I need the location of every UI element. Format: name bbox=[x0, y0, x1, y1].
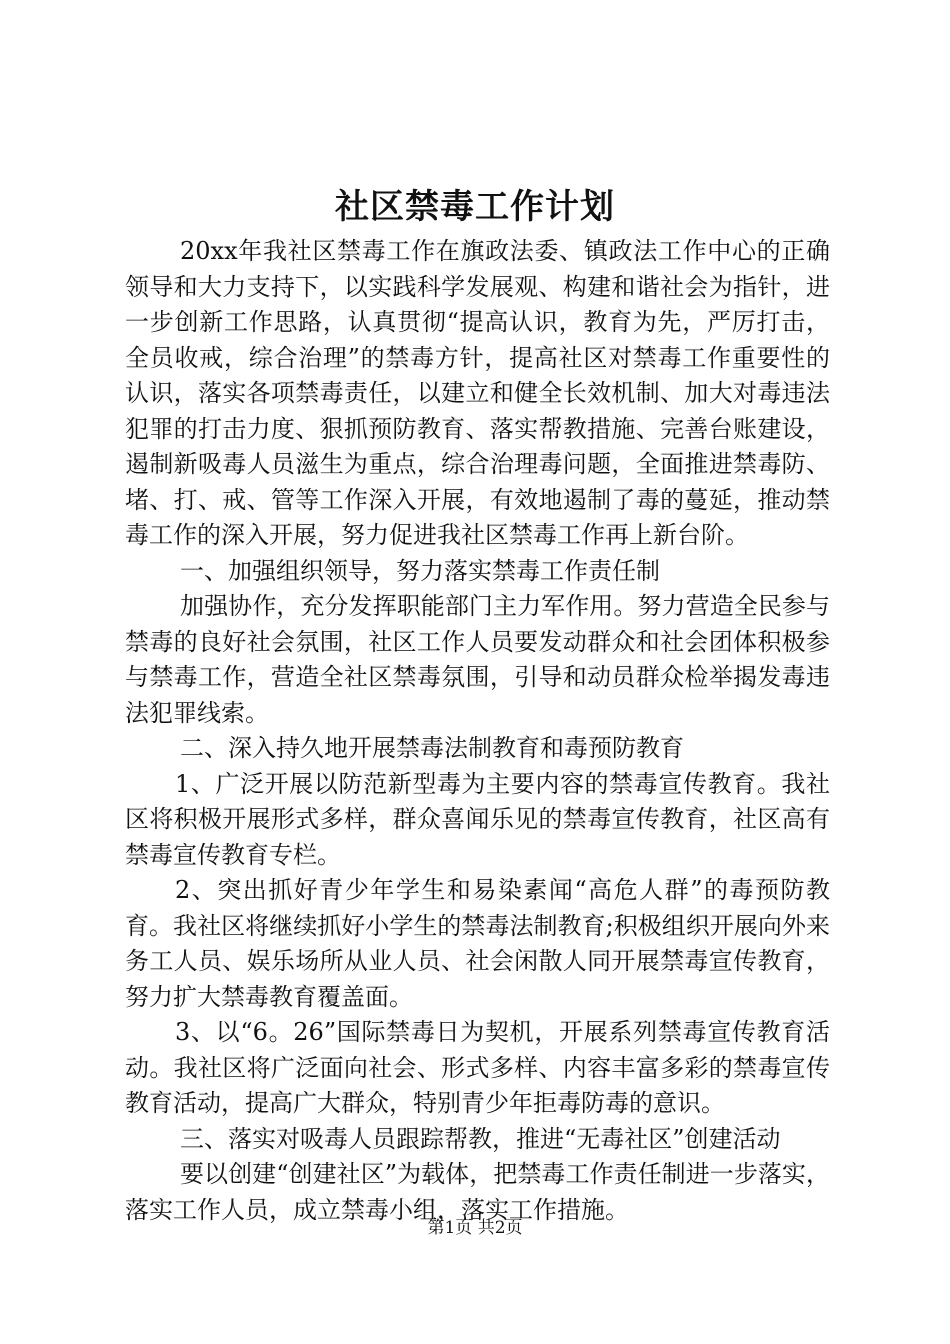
section-2-item-3: 3、以“6。26”国际禁毒日为契机，开展系列禁毒宣传教育活动。我社区将广泛面向社会、形式多样、内容丰富多彩的禁毒宣传教育活动，提高广大群众，特别青少年拒毒防毒的意识。 bbox=[125, 1018, 830, 1117]
section-heading-2: 二、深入持久地开展禁毒法制教育和毒预防教育 bbox=[180, 734, 684, 762]
section-2-item-2: 2、突出抓好青少年学生和易染素闻“高危人群”的毒预防教育。我社区将继续抓好小学生的禁毒法制教育;积极组织开展向外来务工人员、娱乐场所从业人员、社会闲散人同开展禁毒宣传教育，努力扩大禁毒教育覆盖面。 bbox=[125, 876, 830, 1011]
intro-paragraph: 20xx年我社区禁毒工作在旗政法委、镇政法工作中心的正确领导和大力支持下，以实践科学发展观、构建和谐社会为指针，进一步创新工作思路，认真贯彻“提高认识，教育为先，严厉打击，全员收戒，综合治理”的禁毒方针，提高社区对禁毒工作重要性的认识，落实各项禁毒责任，以建立和健全长效机制、加大对毒违法犯罪的打击力度、狠抓预防教育、落实帮教措施、完善台账建设，遏制新吸毒人员滋生为重点，综合治理毒问题，全面推进禁毒防、堵、打、戒、管等工作深入开展，有效地遏制了毒的蔓延，推动禁毒工作的深入开展，努力促进我社区禁毒工作再上新台阶。 bbox=[125, 237, 830, 549]
section-2-item-1: 1、广泛开展以防范新型毒为主要内容的禁毒宣传教育。我社区将积极开展形式多样，群众喜闻乐见的禁毒宣传教育，社区高有禁毒宣传教育专栏。 bbox=[125, 769, 830, 869]
document-title: 社区禁毒工作计划 bbox=[335, 187, 615, 227]
page-footer: 第1页 共2页 bbox=[427, 1218, 523, 1238]
section-3-paragraph: 要以创建“创建社区”为载体，把禁毒工作责任制进一步落实，落实工作人员，成立禁毒小组，落实工作措施。 bbox=[125, 1160, 830, 1224]
section-heading-3: 三、落实对吸毒人员跟踪帮教，推进“无毒社区”创建活动 bbox=[180, 1124, 781, 1153]
document-body bbox=[125, 234, 830, 1228]
section-heading-1: 一、加强组织领导，努力落实禁毒工作责任制 bbox=[180, 556, 660, 585]
section-1-paragraph: 加强协作，充分发挥职能部门主力军作用。努力营造全民参与禁毒的良好社会氛围，社区工作人员要发动群众和社会团体积极参与禁毒工作，营造全社区禁毒氛围，引导和动员群众检举揭发毒违法犯罪线索。 bbox=[125, 592, 830, 727]
